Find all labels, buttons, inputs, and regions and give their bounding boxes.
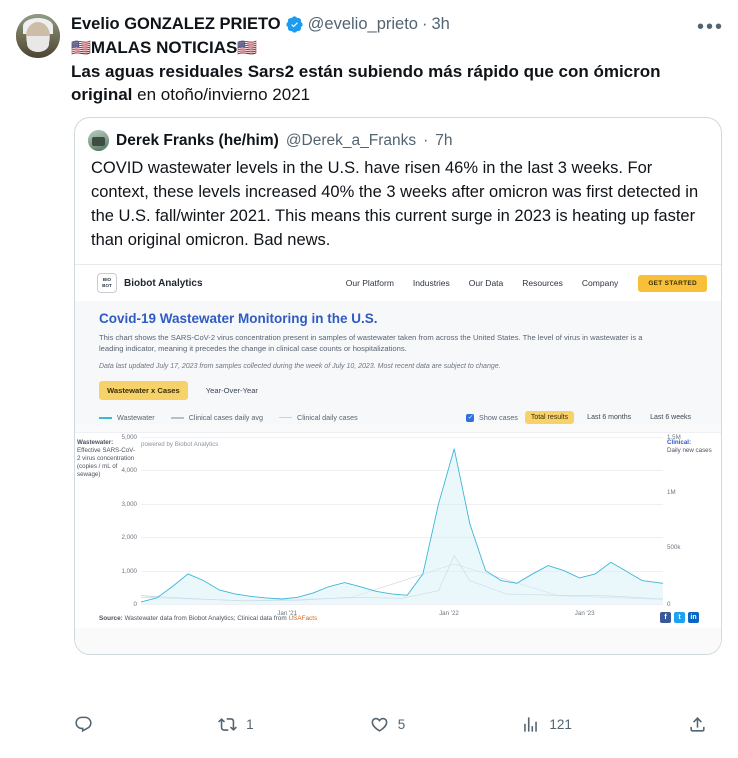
quoted-tweet[interactable]	[74, 117, 722, 655]
like-button[interactable]	[370, 715, 406, 734]
tab-wastewater-x-cases[interactable]: Wastewater x Cases	[99, 381, 188, 400]
nav-item-industries[interactable]: Industries	[412, 278, 450, 288]
quoted-separator-dot: ·	[423, 131, 429, 149]
chart-lines	[141, 437, 663, 604]
y-tick-4000: 4,000	[121, 467, 137, 475]
social-share-icons	[660, 612, 699, 623]
source-link-usafacts[interactable]: USAFacts	[288, 615, 318, 622]
biobot-navbar	[75, 265, 721, 301]
chart-description: This chart shows the SARS-CoV-2 virus concentration present in samples of wastewater taken from across the United States. The level of virus in wastewater is a leading indicator, meaning it precedes the change in clinical case counts or hospitalizations.	[99, 333, 643, 353]
legend-clinical-cases-daily-avg[interactable]: Clinical cases daily avg	[171, 413, 263, 422]
verified-badge-icon	[285, 15, 304, 34]
tab-year-over-year[interactable]: Year-Over-Year	[205, 386, 258, 395]
y2-tick-1m: 1M	[667, 489, 676, 497]
biobot-nav-links	[346, 278, 619, 288]
x-tick-jan-22: Jan '22	[439, 610, 459, 617]
retweet-icon	[218, 715, 237, 734]
range-last-6-weeks[interactable]: Last 6 weeks	[650, 414, 691, 421]
range-last-6-months[interactable]: Last 6 months	[587, 414, 632, 421]
nav-item-our-data[interactable]: Our Data	[468, 278, 504, 288]
range-total-results[interactable]: Total results	[525, 411, 574, 424]
tweet-header	[16, 14, 722, 106]
more-options-icon[interactable]: •••	[696, 16, 724, 38]
share-button[interactable]	[688, 715, 716, 734]
quoted-tweet-header	[75, 118, 721, 151]
quoted-handle: @Derek_a_Franks	[285, 131, 417, 149]
flag-icon-right: 🇺🇸	[237, 40, 258, 57]
biobot-content	[75, 301, 721, 424]
nav-item-resources[interactable]: Resources	[522, 278, 563, 288]
legend-wastewater[interactable]: Wastewater	[99, 413, 155, 422]
x-tick-jan-23: Jan '23	[574, 610, 595, 617]
biobot-brand: Biobot Analytics	[124, 277, 203, 289]
twitter-icon[interactable]: t	[674, 612, 685, 623]
chart-tabs	[99, 381, 697, 400]
heart-icon	[370, 715, 389, 734]
tweet-text-rest: en otoño/invierno 2021	[132, 85, 311, 104]
chart-source: Source: Wastewater data from Biobot Analytics; Clinical data from USAFacts	[99, 615, 318, 622]
powered-by-label: powered by Biobot Analytics	[141, 441, 219, 448]
author-display-name[interactable]: Evelio GONZALEZ PRIETO	[71, 15, 281, 33]
y-tick-1000: 1,000	[121, 567, 137, 575]
chart-area[interactable]	[75, 432, 721, 628]
data-updated-note: Data last updated July 17, 2023 from samples collected during the week of July 10, 2023. Most recent data are subject to change.	[99, 363, 501, 370]
legend-clinical-daily-cases[interactable]: Clinical daily cases	[279, 413, 358, 422]
quoted-timestamp: 7h	[435, 131, 453, 149]
y-axis-right-label: Clinical: Daily new cases	[667, 439, 712, 454]
like-count: 5	[397, 717, 406, 732]
y2-tick-1500k: 1.5M	[667, 434, 681, 441]
reply-button[interactable]	[74, 715, 102, 734]
chart-plot	[121, 434, 681, 617]
quoted-display-name: Derek Franks (he/him)	[116, 131, 279, 149]
y-tick-3000: 3,000	[121, 500, 137, 508]
tweet-actions	[74, 715, 716, 734]
tweet-text-bold: Las aguas residuales Sars2 están subiendo más rápido que con ómicron original	[71, 62, 661, 104]
get-started-button[interactable]: GET STARTED	[638, 275, 707, 292]
share-icon	[688, 715, 707, 734]
nav-item-our-platform[interactable]: Our Platform	[345, 278, 394, 288]
retweet-button[interactable]	[218, 715, 254, 734]
nav-item-company[interactable]: Company	[581, 278, 619, 288]
y-tick-5000: 5,000	[121, 434, 137, 441]
linkedin-icon[interactable]: in	[688, 612, 699, 623]
analytics-icon	[521, 715, 540, 734]
y-tick-2000: 2,000	[121, 534, 137, 542]
quoted-tweet-text: COVID wastewater levels in the U.S. have risen 46% in the last 3 weeks. For context, these levels increased 40% the 3 weeks after omicron was first detected in the U.S. fall/winter 2021. This means this current surge in 2023 is heating up faster than original omicron. Bad news.	[91, 159, 699, 249]
separator-dot: ·	[421, 15, 428, 33]
chart-legend	[99, 411, 697, 424]
retweet-count: 1	[246, 717, 254, 732]
y-axis-left-label: Wastewater: Effective SARS-CoV-2 virus concentration (copies / mL of sewage)	[77, 439, 136, 478]
views-button[interactable]	[521, 715, 572, 734]
tweet-text	[71, 36, 722, 106]
chart-title: Covid-19 Wastewater Monitoring in the U.S.	[99, 311, 378, 326]
author-row	[71, 14, 724, 38]
avatar[interactable]	[16, 14, 60, 58]
y2-tick-0: 0	[667, 601, 671, 608]
facebook-icon[interactable]: f	[660, 612, 671, 623]
show-cases-checkbox[interactable]: ✓ Show cases	[467, 413, 518, 422]
y-tick-0: 0	[133, 601, 137, 608]
y2-tick-500k: 500k	[667, 544, 681, 552]
x-tick-jan-21: Jan '21	[277, 610, 298, 617]
embedded-image[interactable]	[75, 264, 721, 654]
quoted-avatar[interactable]	[88, 130, 109, 151]
flag-icon-left: 🇺🇸	[71, 40, 91, 57]
reply-icon	[74, 715, 93, 734]
timestamp[interactable]: 3h	[431, 15, 450, 33]
author-handle[interactable]: @evelio_prieto	[307, 15, 418, 33]
tweet-headline: MALAS NOTICIAS	[90, 38, 238, 57]
views-count: 121	[549, 717, 572, 732]
biobot-logo-icon: BIO BOT	[97, 273, 117, 293]
